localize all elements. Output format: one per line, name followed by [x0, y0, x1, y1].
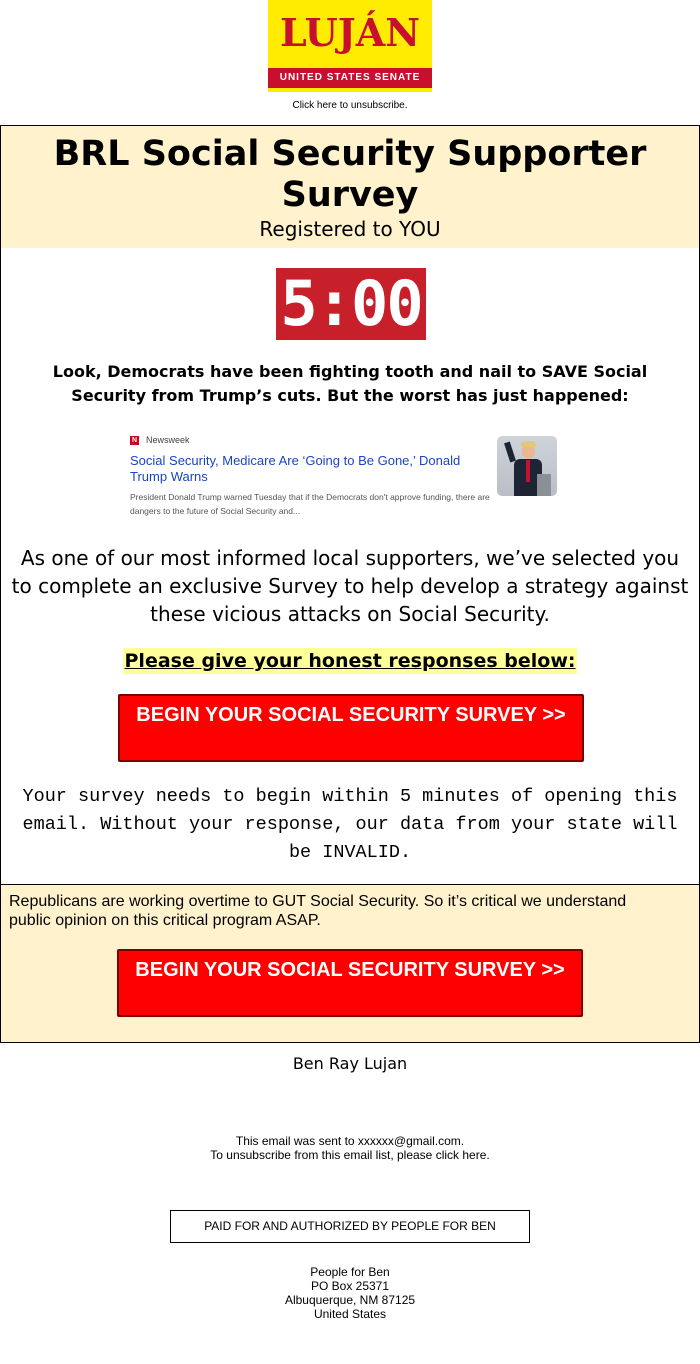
sent-to-text: This email was sent to xxxxxx@gmail.com. [235, 1134, 465, 1148]
mailing-address [0, 1265, 700, 1321]
newsweek-logo-icon: N [131, 437, 138, 444]
signature: Ben Ray Lujan [292, 1054, 408, 1073]
begin-survey-button-secondary-label: BEGIN YOUR SOCIAL SECURITY SURVEY >> [135, 959, 565, 981]
address-line: Albuquerque, NM 87125 [284, 1293, 416, 1307]
countdown-timer [276, 268, 426, 340]
address-line: United States [313, 1307, 387, 1321]
unsubscribe-link-footer[interactable]: To unsubscribe from this email list, please click here. [210, 1148, 490, 1162]
warning-text: Your survey needs to begin within 5 minutes of opening this email. Without your response, our data from your state will be INVALID. [22, 786, 678, 863]
news-thumbnail-image [497, 436, 557, 496]
survey-subtitle: Registered to YOU [259, 217, 441, 241]
instruction-heading: Please give your honest responses below: [124, 650, 576, 672]
logo-subtitle: UNITED STATES SENATE [268, 68, 432, 88]
begin-survey-button-label: BEGIN YOUR SOCIAL SECURITY SURVEY >> [136, 704, 566, 726]
lead-text: Look, Democrats have been fighting tooth and nail to SAVE Social Security from Trump’s cuts. But the worst has just happened: [52, 362, 648, 405]
paid-for-disclaimer: PAID FOR AND AUTHORIZED BY PEOPLE FOR BEN [170, 1210, 530, 1243]
survey-title: BRL Social Security Supporter Survey [53, 134, 647, 215]
address-line: People for Ben [310, 1265, 390, 1279]
main-content [0, 248, 700, 884]
news-source: Newsweek [146, 435, 190, 445]
news-snippet: President Donald Trump warned Tuesday that if the Democrats don't approve funding, there are dangers to the future of Social Security and... [130, 492, 490, 516]
news-card [129, 434, 559, 524]
body-text: As one of our most informed local supporters, we’ve selected you to complete an exclusive Survey to help develop a strategy against these vicious attacks on Social Security. [11, 546, 689, 626]
survey-header [0, 125, 700, 249]
logo-name: LUJÁN [280, 10, 420, 55]
begin-survey-button-secondary[interactable] [117, 949, 583, 1017]
instruction-wrap [1, 648, 699, 674]
footer-info [0, 1134, 700, 1162]
lower-paragraph: Republicans are working overtime to GUT Social Security. So it’s critical we understand public opinion on this critical program ASAP. [9, 893, 627, 929]
news-headline: Social Security, Medicare Are ‘Going to Be Gone,’ Donald Trump Warns [130, 453, 461, 484]
address-line: PO Box 25371 [310, 1279, 390, 1293]
unsubscribe-link-top[interactable]: Click here to unsubscribe. [292, 100, 408, 111]
begin-survey-button[interactable] [118, 694, 584, 762]
lujan-senate-logo [268, 0, 432, 92]
lower-appeal-box [0, 884, 700, 1043]
timer-digits: 5:00 [280, 267, 422, 340]
